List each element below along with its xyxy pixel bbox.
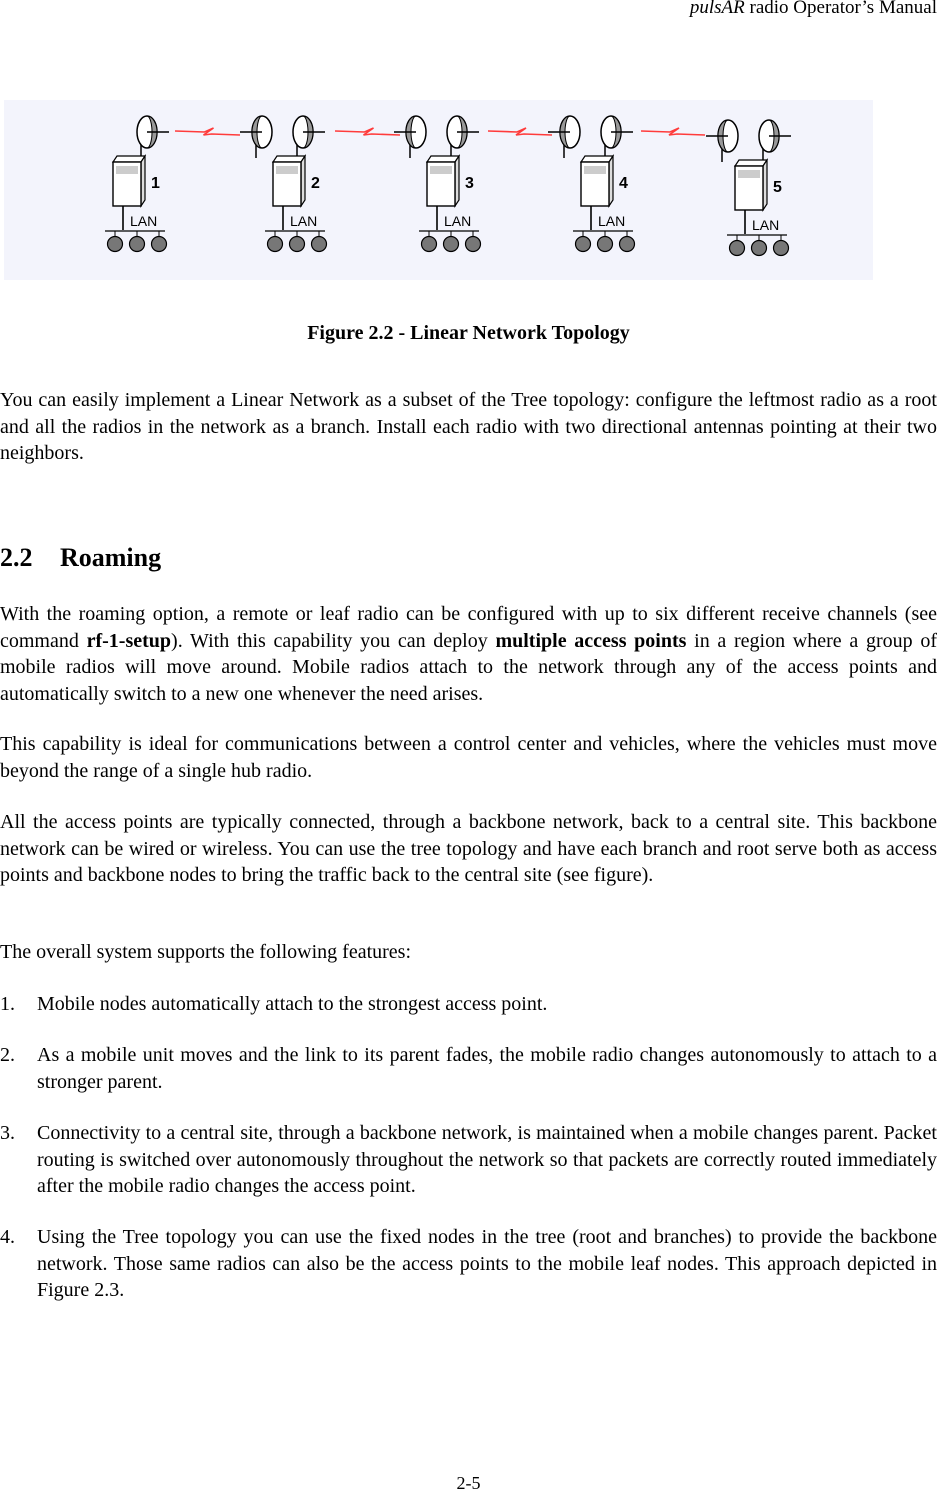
radio-top — [581, 156, 613, 162]
host-icon — [576, 237, 591, 252]
list-item: 1. Mobile nodes automatically attach to the strongest access point. — [0, 993, 548, 1015]
capability-paragraph: This capability is ideal for communications between a control center and vehicles, where the vehicles must move beyond the range of a single hub radio. — [0, 733, 937, 782]
node-number: 1 — [151, 175, 160, 192]
list-item: 3. Connectivity to a central site, through a backbone network, is maintained when a mobile changes parent. Packet routing is switched over autonomously throughout the network so that packets are correctly routed immediately after the mobile radio changes the access point. — [0, 1122, 937, 1197]
header-product: pulsAR — [689, 0, 745, 18]
running-header — [690, 0, 937, 19]
radio-link-icon — [641, 128, 705, 135]
list-item: 2. As a mobile unit moves and the link to its parent fades, the mobile radio changes autonomously to attach to a stronger parent. — [0, 1044, 937, 1093]
radio-top — [273, 156, 305, 162]
host-icon — [108, 237, 123, 252]
radio-top — [735, 160, 767, 166]
intro-paragraph: You can easily implement a Linear Network as a subset of the Tree topology: configure the leftmost radio as a root and all the radios in the network as a branch. Install each radio with two directional antennas pointing at their two neighbors. — [0, 389, 937, 464]
host-icon — [774, 241, 789, 256]
lan-label: LAN — [290, 213, 318, 229]
emphasis-term: multiple access points — [495, 629, 687, 652]
host-icon — [290, 237, 305, 252]
node-number: 5 — [773, 179, 782, 196]
host-icon — [444, 237, 459, 252]
host-icon — [730, 241, 745, 256]
radio-node — [548, 116, 635, 252]
node-number: 4 — [619, 175, 628, 192]
radio-logo — [738, 170, 760, 178]
host-icon — [312, 237, 327, 252]
radio-node — [105, 116, 169, 252]
lan-label: LAN — [752, 217, 780, 233]
header-title: radio Operator’s Manual — [744, 0, 937, 18]
host-icon — [466, 237, 481, 252]
lan-label: LAN — [598, 213, 626, 229]
list-item: 4. Using the Tree topology you can use the fixed nodes in the tree (root and branches) to provide the backbone network. Those same radios can also be the access points to the mobile leaf nodes. This approach depicted in Figure 2.3. — [0, 1226, 937, 1301]
roaming-paragraph: With the roaming option, a remote or leaf radio can be configured with up to six different receive channels (see command rf-1-setup). With this capability you can deploy multiple access points in a region where a group of mobile radios will move around. Mobile radios attach to the network through any of the access points and automatically switch to a new one whenever the need arises. — [0, 603, 937, 705]
host-icon — [598, 237, 613, 252]
radio-node — [240, 116, 327, 252]
lan-label: LAN — [444, 213, 472, 229]
command-name: rf-1-setup — [86, 629, 172, 652]
radio-logo — [430, 166, 452, 174]
radio-link-icon — [175, 128, 240, 135]
radio-link-icon — [335, 128, 400, 135]
host-icon — [268, 237, 283, 252]
radio-logo — [584, 166, 606, 174]
lan-label: LAN — [130, 213, 158, 229]
radio-node — [394, 116, 481, 252]
topology-diagram — [4, 100, 873, 280]
radio-logo — [276, 166, 298, 174]
host-icon — [130, 237, 145, 252]
linear-topology-figure — [4, 100, 873, 280]
radio-node — [706, 120, 791, 256]
node-number: 3 — [465, 175, 474, 192]
node-number: 2 — [311, 175, 320, 192]
section-title: Roaming — [60, 543, 162, 572]
backbone-paragraph: All the access points are typically connected, through a backbone network, back to a central site. This backbone network can be wired or wireless. You can use the tree topology and have each branch and root serve both as access points and backbone nodes to bring the traffic back to the central site (see figure). — [0, 811, 937, 886]
figure-caption: Figure 2.2 - Linear Network Topology — [307, 322, 630, 344]
host-icon — [752, 241, 767, 256]
features-intro: The overall system supports the following features: — [0, 941, 412, 963]
host-icon — [422, 237, 437, 252]
section-heading — [0, 543, 161, 573]
page-number: 2-5 — [456, 1473, 481, 1493]
host-icon — [152, 237, 167, 252]
section-number: 2.2 — [0, 543, 33, 572]
radio-link-icon — [488, 128, 552, 135]
host-icon — [620, 237, 635, 252]
radio-top — [427, 156, 459, 162]
radio-logo — [116, 166, 138, 174]
radio-top — [113, 156, 145, 162]
